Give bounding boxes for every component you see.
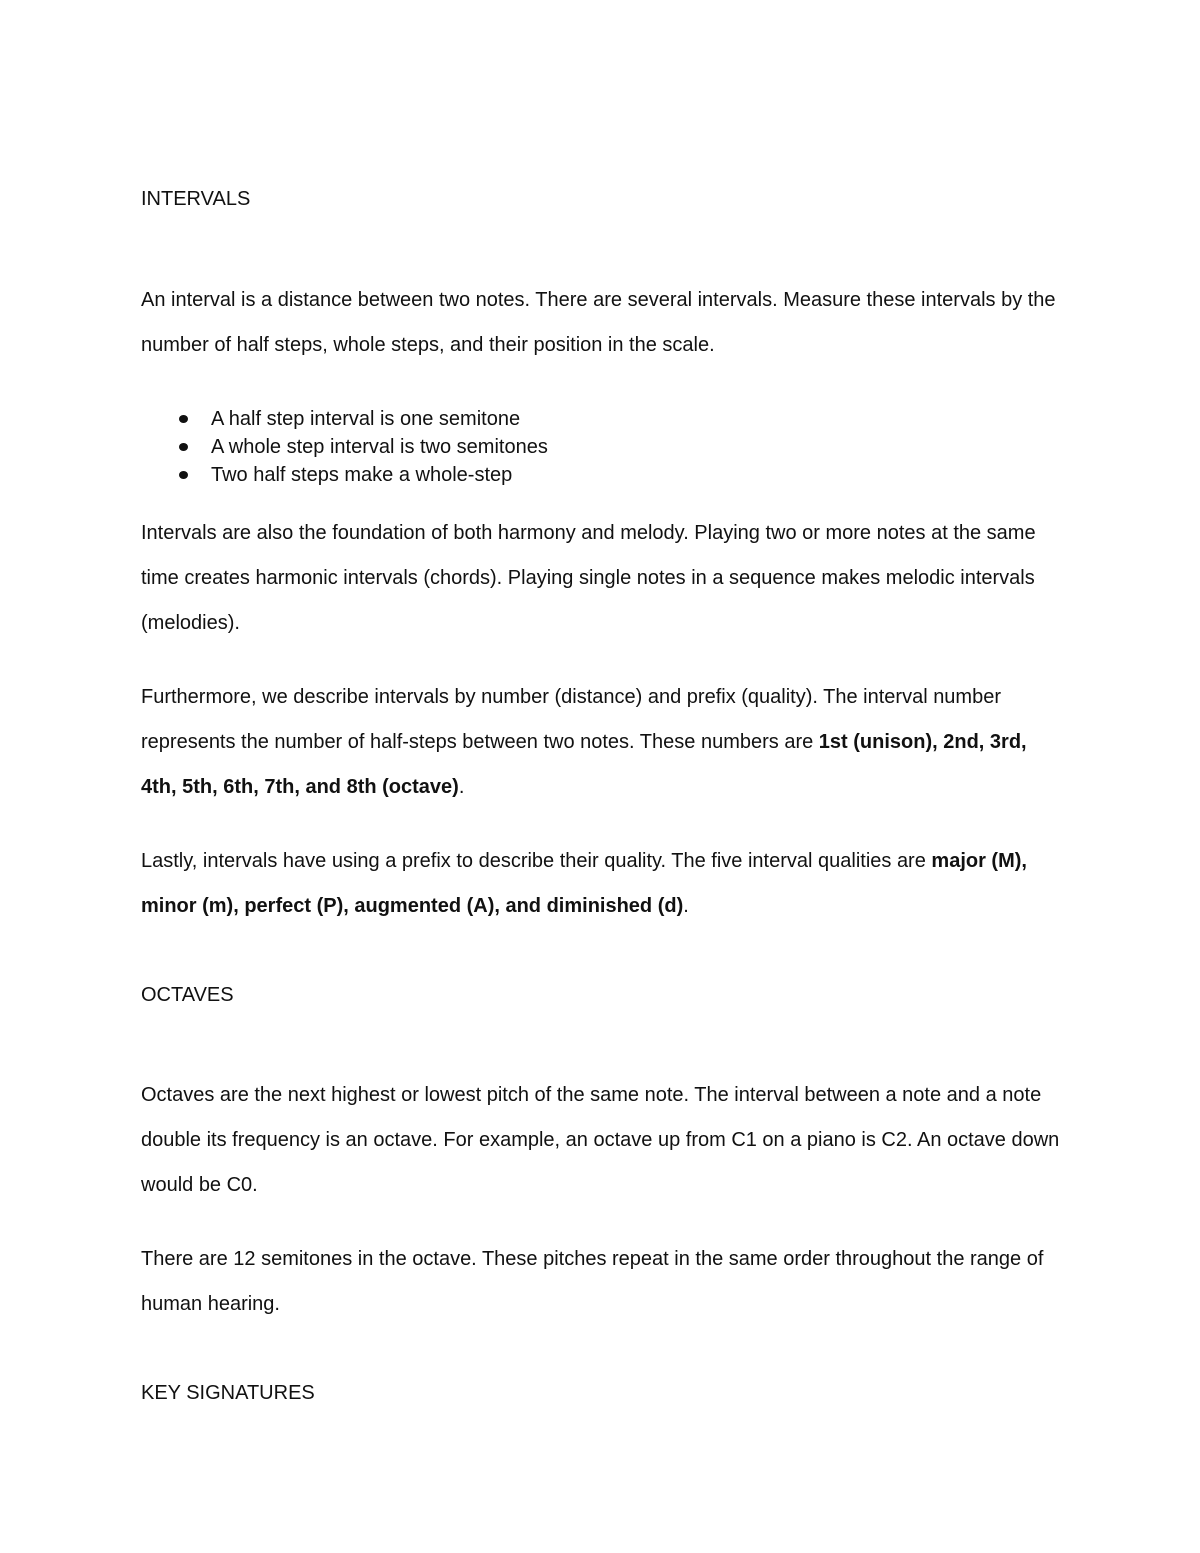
paragraph-text: . bbox=[683, 895, 689, 917]
paragraph-text: Furthermore, we describe intervals by number (distance) and prefix (quality). The interval number represents the number of half-steps between two notes. These numbers are bbox=[141, 686, 1001, 753]
list-item bbox=[141, 433, 548, 461]
list-item bbox=[141, 405, 548, 433]
list-item bbox=[141, 461, 548, 489]
intervals-heading: INTERVALS bbox=[141, 188, 251, 210]
interval-qualities-bold: major (M), minor (m), perfect (P), augmented (A), and diminished (d) bbox=[141, 850, 1027, 917]
octaves-paragraph-1: Octaves are the next highest or lowest pitch of the same note. The interval between a note and a note double its frequency is an octave. For example, an octave up from C1 on a piano is C2. An octave down would be C0. bbox=[141, 1084, 1060, 1196]
list-item-text: A whole step interval is two semitones bbox=[211, 436, 548, 458]
interval-numbers-bold: 1st (unison), 2nd, 3rd, 4th, 5th, 6th, 7th, and 8th (octave) bbox=[141, 731, 1027, 798]
paragraph-text: Lastly, intervals have using a prefix to describe their quality. The five interval qualities are bbox=[141, 850, 932, 872]
bullet-dot-icon bbox=[179, 443, 188, 451]
key-signatures-heading: KEY SIGNATURES bbox=[141, 1382, 315, 1404]
intervals-paragraph-4 bbox=[141, 839, 1066, 929]
bullet-dot-icon bbox=[179, 471, 188, 479]
paragraph-text: . bbox=[458, 776, 465, 798]
intervals-paragraph-3 bbox=[141, 675, 1066, 810]
octaves-paragraph-2: There are 12 semitones in the octave. These pitches repeat in the same order throughout the range of human hearing. bbox=[141, 1248, 1044, 1315]
list-item-text: Two half steps make a whole-step bbox=[211, 464, 513, 486]
bullet-dot-icon bbox=[179, 415, 188, 423]
intervals-paragraph-1: An interval is a distance between two notes. There are several intervals. Measure these intervals by the number of half steps, whole steps, and their position in the scale. bbox=[141, 289, 1056, 356]
intervals-paragraph-2: Intervals are also the foundation of both harmony and melody. Playing two or more notes at the same time creates harmonic intervals (chords). Playing single notes in a sequence makes melodic intervals (melodies). bbox=[141, 522, 1036, 634]
octaves-heading: OCTAVES bbox=[141, 984, 234, 1006]
list-item-text: A half step interval is one semitone bbox=[211, 408, 521, 430]
intervals-bullet-list bbox=[141, 405, 548, 489]
